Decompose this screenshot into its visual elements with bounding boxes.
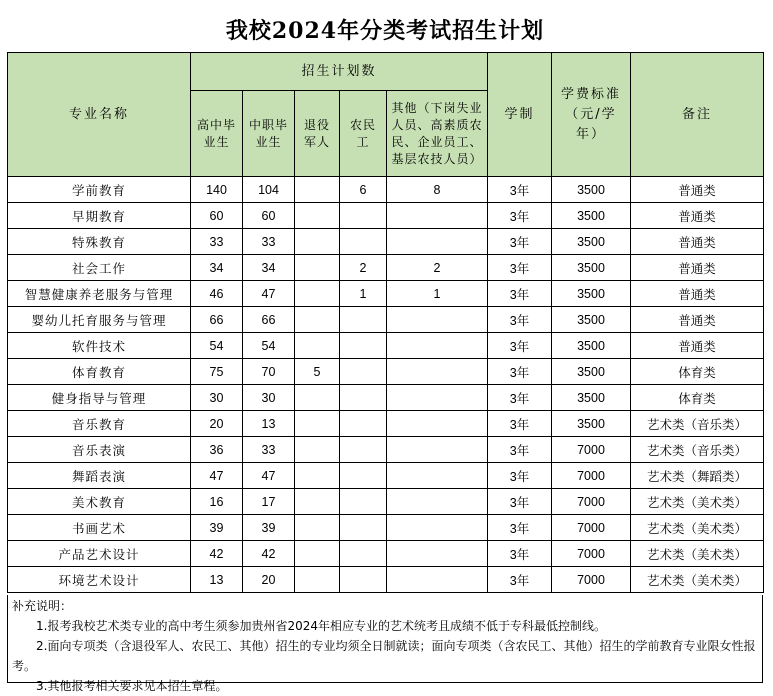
cell-veterans-count xyxy=(295,229,340,255)
cell-vocational-count: 104 xyxy=(243,177,295,203)
cell-other-count xyxy=(387,541,488,567)
cell-tuition: 7000 xyxy=(552,463,631,489)
cell-tuition: 3500 xyxy=(552,411,631,437)
cell-other-count xyxy=(387,203,488,229)
cell-other-count xyxy=(387,333,488,359)
cell-major-name: 社会工作 xyxy=(8,255,191,281)
cell-veterans-count xyxy=(295,203,340,229)
cell-migrant-workers-count xyxy=(340,385,387,411)
header-major-name: 专业名称 xyxy=(8,53,191,177)
cell-remark: 普通类 xyxy=(631,333,764,359)
cell-high-school-count: 39 xyxy=(191,515,243,541)
cell-veterans-count xyxy=(295,515,340,541)
cell-remark: 普通类 xyxy=(631,255,764,281)
cell-other-count xyxy=(387,307,488,333)
cell-vocational-count: 42 xyxy=(243,541,295,567)
cell-major-name: 学前教育 xyxy=(8,177,191,203)
cell-migrant-workers-count xyxy=(340,515,387,541)
cell-migrant-workers-count: 6 xyxy=(340,177,387,203)
cell-remark: 普通类 xyxy=(631,307,764,333)
note-item-3: 3.其他报考相关要求见本招生章程。 xyxy=(36,679,228,693)
cell-duration: 3年 xyxy=(488,489,552,515)
cell-duration: 3年 xyxy=(488,541,552,567)
cell-tuition: 7000 xyxy=(552,541,631,567)
cell-migrant-workers-count xyxy=(340,411,387,437)
table-row xyxy=(8,385,764,411)
cell-vocational-count: 54 xyxy=(243,333,295,359)
cell-remark: 普通类 xyxy=(631,177,764,203)
cell-major-name: 产品艺术设计 xyxy=(8,541,191,567)
cell-migrant-workers-count xyxy=(340,463,387,489)
cell-migrant-workers-count xyxy=(340,203,387,229)
cell-high-school-count: 140 xyxy=(191,177,243,203)
cell-tuition: 3500 xyxy=(552,229,631,255)
cell-veterans-count xyxy=(295,463,340,489)
cell-veterans-count xyxy=(295,307,340,333)
table-row xyxy=(8,411,764,437)
cell-other-count xyxy=(387,515,488,541)
cell-major-name: 环境艺术设计 xyxy=(8,567,191,593)
cell-duration: 3年 xyxy=(488,515,552,541)
cell-duration: 3年 xyxy=(488,437,552,463)
header-vocational-grads xyxy=(243,91,295,177)
cell-high-school-count: 33 xyxy=(191,229,243,255)
cell-veterans-count xyxy=(295,281,340,307)
header-migrant-workers-label: 农民工 xyxy=(349,117,376,149)
cell-remark: 艺术类（美术类） xyxy=(631,489,764,515)
cell-migrant-workers-count xyxy=(340,567,387,593)
cell-tuition: 7000 xyxy=(552,489,631,515)
supplementary-notes xyxy=(7,595,763,693)
cell-vocational-count: 47 xyxy=(243,463,295,489)
cell-remark: 普通类 xyxy=(631,229,764,255)
cell-veterans-count xyxy=(295,333,340,359)
cell-tuition: 3500 xyxy=(552,385,631,411)
table-row xyxy=(8,437,764,463)
table-row xyxy=(8,567,764,593)
table-row xyxy=(8,255,764,281)
table-row xyxy=(8,333,764,359)
table-row xyxy=(8,541,764,567)
cell-migrant-workers-count xyxy=(340,437,387,463)
cell-duration: 3年 xyxy=(488,385,552,411)
page-title: 我校2024年分类考试招生计划 xyxy=(225,18,545,44)
cell-veterans-count xyxy=(295,541,340,567)
cell-high-school-count: 75 xyxy=(191,359,243,385)
table-row xyxy=(8,177,764,203)
cell-other-count: 8 xyxy=(387,177,488,203)
cell-major-name: 书画艺术 xyxy=(8,515,191,541)
cell-migrant-workers-count xyxy=(340,359,387,385)
cell-veterans-count xyxy=(295,385,340,411)
cell-high-school-count: 20 xyxy=(191,411,243,437)
table-row xyxy=(8,281,764,307)
cell-migrant-workers-count xyxy=(340,229,387,255)
cell-tuition: 7000 xyxy=(552,567,631,593)
cell-duration: 3年 xyxy=(488,255,552,281)
cell-other-count: 2 xyxy=(387,255,488,281)
cell-major-name: 体育教育 xyxy=(8,359,191,385)
cell-major-name: 婴幼儿托育服务与管理 xyxy=(8,307,191,333)
table-row xyxy=(8,203,764,229)
cell-remark: 艺术类（舞蹈类） xyxy=(631,463,764,489)
cell-major-name: 美术教育 xyxy=(8,489,191,515)
cell-remark: 艺术类（音乐类） xyxy=(631,411,764,437)
cell-major-name: 软件技术 xyxy=(8,333,191,359)
cell-vocational-count: 13 xyxy=(243,411,295,437)
cell-major-name: 智慧健康养老服务与管理 xyxy=(8,281,191,307)
cell-vocational-count: 20 xyxy=(243,567,295,593)
cell-migrant-workers-count xyxy=(340,333,387,359)
cell-high-school-count: 60 xyxy=(191,203,243,229)
table-row xyxy=(8,229,764,255)
cell-tuition: 3500 xyxy=(552,307,631,333)
cell-veterans-count xyxy=(295,411,340,437)
cell-vocational-count: 34 xyxy=(243,255,295,281)
cell-vocational-count: 39 xyxy=(243,515,295,541)
cell-remark: 普通类 xyxy=(631,203,764,229)
header-plan-count: 招生计划数 xyxy=(191,53,488,91)
header-other-label: 其他（下岗失业人员、高素质农民、企业员工、基层农技人员） xyxy=(391,100,483,166)
table-row xyxy=(8,463,764,489)
cell-vocational-count: 47 xyxy=(243,281,295,307)
cell-duration: 3年 xyxy=(488,359,552,385)
cell-duration: 3年 xyxy=(488,333,552,359)
header-remark: 备注 xyxy=(631,53,764,177)
cell-veterans-count xyxy=(295,437,340,463)
note-item-1: 1.报考我校艺术类专业的高中考生须参加贵州省2024年相应专业的艺术统考且成绩不低于专科最低控制线。 xyxy=(36,619,606,633)
header-vocational-grads-label: 中职毕业生 xyxy=(249,117,289,149)
cell-major-name: 早期教育 xyxy=(8,203,191,229)
cell-other-count: 1 xyxy=(387,281,488,307)
cell-tuition: 3500 xyxy=(552,333,631,359)
cell-high-school-count: 34 xyxy=(191,255,243,281)
cell-duration: 3年 xyxy=(488,567,552,593)
cell-tuition: 3500 xyxy=(552,177,631,203)
header-high-school-grads-label: 高中毕业生 xyxy=(197,117,237,149)
plan-table-body xyxy=(8,177,764,593)
cell-vocational-count: 30 xyxy=(243,385,295,411)
cell-tuition: 3500 xyxy=(552,359,631,385)
cell-duration: 3年 xyxy=(488,281,552,307)
cell-migrant-workers-count: 2 xyxy=(340,255,387,281)
cell-major-name: 特殊教育 xyxy=(8,229,191,255)
cell-high-school-count: 66 xyxy=(191,307,243,333)
cell-duration: 3年 xyxy=(488,411,552,437)
cell-remark: 艺术类（音乐类） xyxy=(631,437,764,463)
cell-high-school-count: 13 xyxy=(191,567,243,593)
header-migrant-workers xyxy=(340,91,387,177)
cell-veterans-count: 5 xyxy=(295,359,340,385)
cell-high-school-count: 36 xyxy=(191,437,243,463)
cell-migrant-workers-count xyxy=(340,307,387,333)
cell-major-name: 健身指导与管理 xyxy=(8,385,191,411)
note-item-2 xyxy=(12,636,758,676)
cell-vocational-count: 17 xyxy=(243,489,295,515)
cell-other-count xyxy=(387,229,488,255)
cell-high-school-count: 46 xyxy=(191,281,243,307)
cell-remark: 体育类 xyxy=(631,385,764,411)
cell-remark: 艺术类（美术类） xyxy=(631,541,764,567)
header-duration: 学制 xyxy=(488,53,552,177)
header-tuition-label: 学费标准（元/学年） xyxy=(560,86,621,142)
table-row xyxy=(8,307,764,333)
cell-major-name: 舞蹈表演 xyxy=(8,463,191,489)
header-veterans xyxy=(295,91,340,177)
cell-duration: 3年 xyxy=(488,177,552,203)
cell-tuition: 7000 xyxy=(552,515,631,541)
cell-migrant-workers-count: 1 xyxy=(340,281,387,307)
cell-other-count xyxy=(387,489,488,515)
header-tuition xyxy=(552,53,631,177)
cell-tuition: 3500 xyxy=(552,281,631,307)
cell-major-name: 音乐教育 xyxy=(8,411,191,437)
cell-vocational-count: 33 xyxy=(243,229,295,255)
header-other xyxy=(387,91,488,177)
note-item-2-text: 2.面向专项类（含退役军人、农民工、其他）招生的专业均须全日制就读；面向专项类（含农民工、其他）招生的学前教育专业限女性报考。 xyxy=(12,639,756,673)
cell-tuition: 3500 xyxy=(552,255,631,281)
cell-remark: 艺术类（美术类） xyxy=(631,515,764,541)
cell-duration: 3年 xyxy=(488,463,552,489)
cell-tuition: 7000 xyxy=(552,437,631,463)
cell-remark: 艺术类（美术类） xyxy=(631,567,764,593)
cell-remark: 体育类 xyxy=(631,359,764,385)
cell-high-school-count: 16 xyxy=(191,489,243,515)
cell-high-school-count: 42 xyxy=(191,541,243,567)
table-row xyxy=(8,359,764,385)
cell-migrant-workers-count xyxy=(340,541,387,567)
cell-veterans-count xyxy=(295,177,340,203)
cell-veterans-count xyxy=(295,255,340,281)
cell-major-name: 音乐表演 xyxy=(8,437,191,463)
cell-tuition: 3500 xyxy=(552,203,631,229)
cell-vocational-count: 33 xyxy=(243,437,295,463)
cell-duration: 3年 xyxy=(488,229,552,255)
cell-migrant-workers-count xyxy=(340,489,387,515)
cell-high-school-count: 30 xyxy=(191,385,243,411)
cell-other-count xyxy=(387,567,488,593)
cell-veterans-count xyxy=(295,567,340,593)
table-row xyxy=(8,515,764,541)
cell-vocational-count: 70 xyxy=(243,359,295,385)
cell-duration: 3年 xyxy=(488,307,552,333)
cell-other-count xyxy=(387,385,488,411)
cell-other-count xyxy=(387,463,488,489)
cell-high-school-count: 47 xyxy=(191,463,243,489)
cell-other-count xyxy=(387,437,488,463)
cell-duration: 3年 xyxy=(488,203,552,229)
cell-veterans-count xyxy=(295,489,340,515)
cell-high-school-count: 54 xyxy=(191,333,243,359)
plan-table xyxy=(7,52,764,593)
cell-remark: 普通类 xyxy=(631,281,764,307)
cell-vocational-count: 60 xyxy=(243,203,295,229)
cell-other-count xyxy=(387,411,488,437)
cell-vocational-count: 66 xyxy=(243,307,295,333)
cell-other-count xyxy=(387,359,488,385)
header-high-school-grads xyxy=(191,91,243,177)
notes-heading: 补充说明： xyxy=(12,599,73,613)
table-row xyxy=(8,489,764,515)
header-veterans-label: 退役军人 xyxy=(303,117,330,149)
